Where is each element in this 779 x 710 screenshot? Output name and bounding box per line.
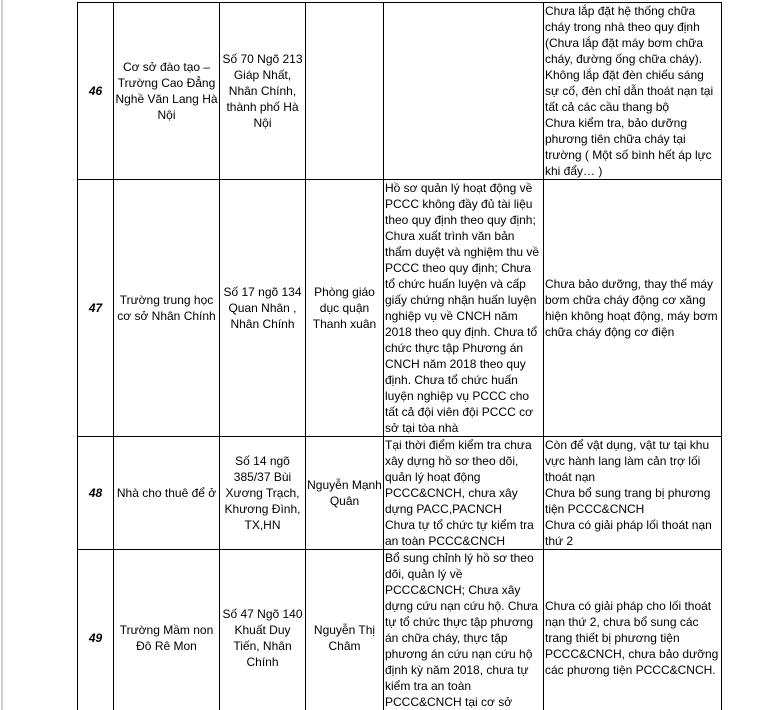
facility-address: Số 70 Ngõ 213 Giáp Nhất, Nhân Chính, thành phố Hà Nội [220,3,306,180]
facility-owner: Nguyễn Mạnh Quân [306,437,384,550]
facility-name: Cơ sở đào tạo – Trường Cao Đẳng Nghề Văn Lang Hà Nội [114,3,220,180]
violations-documents: Tại thời điểm kiểm tra chưa xây dựng hồ sơ theo dõi, quản lý hoạt động PCCC&CNCH, chưa xây dựng PACC,PACNCH Chưa tự tổ chức tự kiểm tra an toàn PCCC&CNCH [384,437,544,550]
violations-equipment: Còn để vật dụng, vật tư tại khu vực hành lang làm cản trợ lối thoát nạn Chưa bổ sung trang bị phương tiện PCCC&CNCH Chưa có giải pháp lối thoát nạn thứ 2 [544,437,722,550]
facility-name: Trường Mầm non Đô Rê Mon [114,550,220,710]
violations-documents [384,3,544,180]
facility-name: Trường trung học cơ sở Nhân Chính [114,180,220,437]
violations-documents: Bổ sung chỉnh lý hồ sơ theo dõi, quản lý về PCCC&CNCH; Chưa xây dựng cứu nạn cứu hộ. Chưa tự tổ chức thực tập phương án chữa cháy, thực tập phương án cứu nạn cứu hộ định kỳ năm 2018, chưa tự kiểm tra an toàn PCCC&CNCH tại cơ sở [384,550,544,710]
row-number: 47 [78,180,114,437]
violations-equipment: Chưa bảo dưỡng, thay thế máy bơm chữa cháy động cơ xăng hiện không hoạt động, máy bơm chữa cháy động cơ điện [544,180,722,437]
facility-address: Số 14 ngõ 385/37 Bùi Xương Trạch, Khương Đình, TX,HN [220,437,306,550]
inspection-table [77,2,722,710]
facility-address: Số 47 Ngõ 140 Khuất Duy Tiến, Nhân Chính [220,550,306,710]
violations-documents: Hồ sơ quản lý hoạt động về PCCC không đầy đủ tài liệu theo quy định theo quy định; Chưa xuất trình văn bản thẩm duyệt và nghiệm thu về PCCC theo quy định; Chưa tổ chức huấn luyện và cấp giấy chứng nhận huấn luyện nghiệp vụ về CNCH năm 2018 theo quy định. Chưa tổ chức thực tập Phương án CNCH năm 2018 theo quy định. Chưa tổ chức huấn luyện nghiệp vụ PCCC cho tất cả đội viên đội PCCC cơ sở tại tòa nhà [384,180,544,437]
table-row [78,550,722,710]
row-number: 49 [78,550,114,710]
table-row [78,180,722,437]
violations-equipment: Chưa lắp đặt hệ thống chữa cháy trong nhà theo quy định (Chưa lắp đặt máy bơm chữa cháy, đường ống chữa cháy). Không lắp đặt đèn chiếu sáng sự cố, đèn chỉ dẫn thoát nạn tại tất cả các cầu thang bộ Chưa kiểm tra, bảo dưỡng phương tiên chữa cháy tại trường ( Một số bình hết áp lực khi đẩy… ) [544,3,722,180]
table-row [78,437,722,550]
violations-equipment: Chưa có giải pháp cho lối thoát nạn thứ 2, chưa bổ sung các trang thiết bị phương tiện PCCC&CNCH, chưa bảo dưỡng các phương tiện PCCC&CNCH. [544,550,722,710]
facility-owner: Nguyễn Thị Châm [306,550,384,710]
row-number: 48 [78,437,114,550]
page-edge-divider [1,0,3,710]
table-row [78,3,722,180]
facility-owner: Phòng giáo dục quận Thanh xuân [306,180,384,437]
row-number: 46 [78,3,114,180]
facility-address: Số 17 ngõ 134 Quan Nhân , Nhân Chính [220,180,306,437]
facility-name: Nhà cho thuê để ở [114,437,220,550]
facility-owner [306,3,384,180]
